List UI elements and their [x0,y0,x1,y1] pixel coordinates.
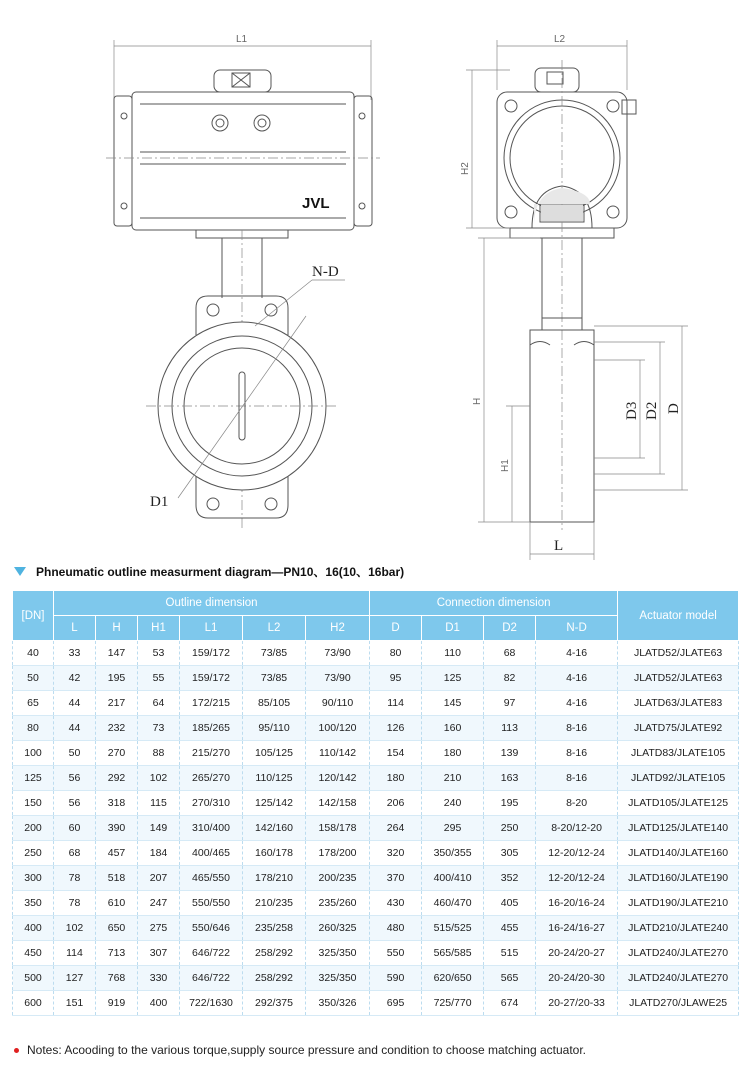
table-cell: 8-16 [536,716,618,741]
table-cell: JLATD240/JLATE270 [618,941,739,966]
table-cell: 400/465 [180,841,243,866]
col-header: D1 [422,616,484,641]
table-cell: 78 [54,891,96,916]
table-cell: 64 [138,691,180,716]
table-cell: 50 [54,741,96,766]
dim-label-h2: H2 [460,162,471,175]
dim-label-l1: L1 [236,34,248,45]
table-cell: 305 [484,841,536,866]
table-cell: 73 [138,716,180,741]
table-cell: 50 [13,666,54,691]
table-row [13,741,739,766]
table-cell: JLATD52/JLATE63 [618,666,739,691]
table-cell: 102 [54,916,96,941]
table-cell: 125/142 [243,791,306,816]
table-cell: 270 [96,741,138,766]
table-cell: 550 [370,941,422,966]
table-cell: 56 [54,766,96,791]
table-cell: 292 [96,766,138,791]
table-cell: 590 [370,966,422,991]
table-cell: 95/110 [243,716,306,741]
table-cell: 8-20 [536,791,618,816]
table-cell: 73/90 [306,641,370,666]
table-cell: 350 [13,891,54,916]
table-cell: 200/235 [306,866,370,891]
table-cell: 20-27/20-33 [536,991,618,1016]
table-cell: 646/722 [180,941,243,966]
col-header: H [96,616,138,641]
dim-label-l: L [554,538,564,554]
table-cell: 217 [96,691,138,716]
table-cell: 154 [370,741,422,766]
table-cell: 114 [54,941,96,966]
table-cell: 307 [138,941,180,966]
table-cell: 295 [422,816,484,841]
table-cell: 102 [138,766,180,791]
table-cell: 60 [54,816,96,841]
table-cell: JLATD125/JLATE140 [618,816,739,841]
dim-label-d: D [666,403,682,414]
spec-table [12,590,739,1016]
table-cell: 88 [138,741,180,766]
table-cell: 250 [13,841,54,866]
table-cell: 400 [13,916,54,941]
table-cell: 68 [484,641,536,666]
table-cell: 515 [484,941,536,966]
col-header: L2 [243,616,306,641]
table-cell: 390 [96,816,138,841]
table-cell: 16-20/16-24 [536,891,618,916]
table-cell: 160 [422,716,484,741]
table-cell: 300 [13,866,54,891]
table-cell: 4-16 [536,691,618,716]
table-cell: 235/258 [243,916,306,941]
table-cell: 620/650 [422,966,484,991]
table-cell: 151 [54,991,96,1016]
table-cell: JLATD75/JLATE92 [618,716,739,741]
table-cell: 80 [13,716,54,741]
table-cell: 610 [96,891,138,916]
table-cell: 185/265 [180,716,243,741]
table-cell: 178/210 [243,866,306,891]
table-cell: 210/235 [243,891,306,916]
table-cell: 515/525 [422,916,484,941]
col-header: D2 [484,616,536,641]
table-cell: 78 [54,866,96,891]
table-cell: JLATD92/JLATE105 [618,766,739,791]
table-cell: 8-20/12-20 [536,816,618,841]
col-header: H2 [306,616,370,641]
table-cell: 455 [484,916,536,941]
table-cell: 258/292 [243,966,306,991]
table-cell: 20-24/20-30 [536,966,618,991]
table-cell: 127 [54,966,96,991]
table-cell: 318 [96,791,138,816]
table-cell: 113 [484,716,536,741]
table-cell: 125 [13,766,54,791]
table-cell: 85/105 [243,691,306,716]
table-cell: 207 [138,866,180,891]
table-cell: 325/350 [306,941,370,966]
table-cell: 80 [370,641,422,666]
table-cell: 674 [484,991,536,1016]
table-cell: 258/292 [243,941,306,966]
table-cell: JLATD160/JLATE190 [618,866,739,891]
table-cell: 12-20/12-24 [536,866,618,891]
section-title-text: Phneumatic outline measurment diagram—PN10、16(10、16bar) [36,565,405,579]
table-cell: JLATD52/JLATE63 [618,641,739,666]
table-cell: 159/172 [180,666,243,691]
table-row [13,891,739,916]
table-cell: 139 [484,741,536,766]
triangle-marker-icon [14,567,26,576]
table-cell: 320 [370,841,422,866]
dim-label-h1: H1 [500,459,511,472]
table-cell: 125 [422,666,484,691]
table-cell: 713 [96,941,138,966]
table-cell: 210 [422,766,484,791]
table-cell: 247 [138,891,180,916]
table-cell: 450 [13,941,54,966]
table-cell: 4-16 [536,641,618,666]
table-body [13,641,739,1016]
table-row [13,691,739,716]
dim-label-l2: L2 [554,34,566,45]
table-cell: 184 [138,841,180,866]
col-header: D [370,616,422,641]
table-cell: 126 [370,716,422,741]
table-cell: 405 [484,891,536,916]
table-cell: 350/326 [306,991,370,1016]
table-cell: 370 [370,866,422,891]
table-cell: 12-20/12-24 [536,841,618,866]
table-cell: 919 [96,991,138,1016]
table-cell: 270/310 [180,791,243,816]
table-cell: 725/770 [422,991,484,1016]
table-cell: JLATD190/JLATE210 [618,891,739,916]
table-cell: 500 [13,966,54,991]
table-cell: 350/355 [422,841,484,866]
table-cell: 114 [370,691,422,716]
table-cell: 722/1630 [180,991,243,1016]
table-cell: 163 [484,766,536,791]
table-cell: 150 [13,791,54,816]
table-cell: 565 [484,966,536,991]
table-cell: 206 [370,791,422,816]
table-cell: 90/110 [306,691,370,716]
table-cell: 430 [370,891,422,916]
table-row [13,941,739,966]
col-header: L [54,616,96,641]
table-cell: 142/160 [243,816,306,841]
table-cell: 646/722 [180,966,243,991]
table-cell: 4-16 [536,666,618,691]
table-cell: 8-16 [536,766,618,791]
dim-label-d1: D1 [150,494,169,510]
table-cell: 100 [13,741,54,766]
table-cell: 73/85 [243,641,306,666]
table-cell: 56 [54,791,96,816]
note [14,1043,586,1057]
header-dn: [DN] [13,591,54,641]
table-cell: 149 [138,816,180,841]
table-cell: 172/215 [180,691,243,716]
table-cell: 400 [138,991,180,1016]
table-cell: JLATD63/JLATE83 [618,691,739,716]
table-cell: 330 [138,966,180,991]
table-cell: 768 [96,966,138,991]
table-cell: 600 [13,991,54,1016]
table-cell: 460/470 [422,891,484,916]
table-cell: 550/646 [180,916,243,941]
dim-label-d3: D3 [624,401,640,420]
table-cell: 695 [370,991,422,1016]
table-cell: 73/90 [306,666,370,691]
table-cell: 110/142 [306,741,370,766]
table-row [13,666,739,691]
table-cell: 235/260 [306,891,370,916]
table-cell: 159/172 [180,641,243,666]
table-cell: 145 [422,691,484,716]
table-cell: 650 [96,916,138,941]
dim-label-nd: N-D [312,264,339,280]
table-cell: JLATD105/JLATE125 [618,791,739,816]
table-cell: 400/410 [422,866,484,891]
note-text: Notes: Acooding to the various torque,supply source pressure and condition to choose matching actuator. [27,1043,587,1057]
table-cell: 264 [370,816,422,841]
table-cell: 480 [370,916,422,941]
table-row [13,991,739,1016]
table-cell: 310/400 [180,816,243,841]
table-cell: 120/142 [306,766,370,791]
table-cell: 160/178 [243,841,306,866]
table-cell: 68 [54,841,96,866]
table-cell: 147 [96,641,138,666]
table-cell: 275 [138,916,180,941]
table-cell: 95 [370,666,422,691]
dim-label-h: H [472,397,483,405]
table-row [13,641,739,666]
table-cell: 44 [54,716,96,741]
table-cell: 158/178 [306,816,370,841]
table-row [13,716,739,741]
table-cell: JLATD270/JLAWE25 [618,991,739,1016]
table-row [13,916,739,941]
bullet-icon [14,1048,19,1053]
table-cell: 180 [422,741,484,766]
table-cell: 97 [484,691,536,716]
table-cell: 465/550 [180,866,243,891]
table-cell: 265/270 [180,766,243,791]
table-cell: 180 [370,766,422,791]
table-row [13,966,739,991]
table-cell: 105/125 [243,741,306,766]
table-cell: 250 [484,816,536,841]
table-cell: 215/270 [180,741,243,766]
table-cell: JLATD83/JLATE105 [618,741,739,766]
table-cell: 200 [13,816,54,841]
table-cell: 55 [138,666,180,691]
table-cell: JLATD140/JLATE160 [618,841,739,866]
table-cell: 292/375 [243,991,306,1016]
table-cell: 65 [13,691,54,716]
table-cell: 240 [422,791,484,816]
col-header: N-D [536,616,618,641]
table-row [13,816,739,841]
header-outline-dimension: Outline dimension [54,591,370,616]
table-cell: 325/350 [306,966,370,991]
table-cell: 518 [96,866,138,891]
table-cell: 8-16 [536,741,618,766]
table-cell: 352 [484,866,536,891]
table-cell: 178/200 [306,841,370,866]
table-cell: 195 [484,791,536,816]
table-row [13,766,739,791]
section-title [14,563,404,580]
table-cell: 44 [54,691,96,716]
table-cell: 142/158 [306,791,370,816]
table-cell: 42 [54,666,96,691]
table-cell: JLATD240/JLATE270 [618,966,739,991]
table-cell: 195 [96,666,138,691]
table-cell: 53 [138,641,180,666]
table-cell: 33 [54,641,96,666]
table-cell: 100/120 [306,716,370,741]
table-cell: 20-24/20-27 [536,941,618,966]
table-cell: 82 [484,666,536,691]
table-cell: 40 [13,641,54,666]
col-header: H1 [138,616,180,641]
header-actuator-model: Actuator model [618,591,739,641]
brand-logo: JVL [302,195,330,212]
table-row [13,866,739,891]
table-cell: 260/325 [306,916,370,941]
table-cell: 115 [138,791,180,816]
table-row [13,841,739,866]
dim-label-d2: D2 [644,401,660,420]
header-connection-dimension: Connection dimension [370,591,618,616]
table-cell: 110 [422,641,484,666]
table-cell: JLATD210/JLATE240 [618,916,739,941]
table-cell: 232 [96,716,138,741]
table-cell: 73/85 [243,666,306,691]
table-cell: 457 [96,841,138,866]
table-cell: 16-24/16-27 [536,916,618,941]
table-cell: 565/585 [422,941,484,966]
table-cell: 550/550 [180,891,243,916]
table-row [13,791,739,816]
col-header: L1 [180,616,243,641]
table-cell: 110/125 [243,766,306,791]
